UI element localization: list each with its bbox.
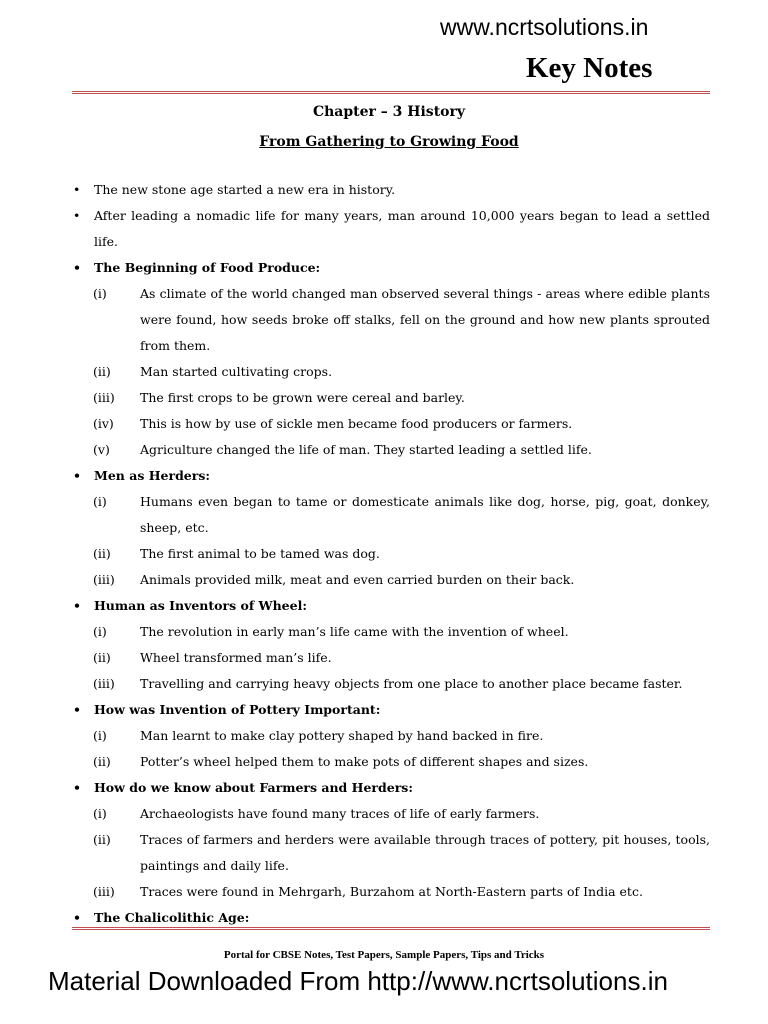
item-text: Agriculture changed the life of man. They started leading a settled life. bbox=[140, 442, 592, 457]
list-item bbox=[72, 645, 710, 671]
list-item bbox=[72, 749, 710, 775]
item-text: The revolution in early man’s life came with the invention of wheel. bbox=[140, 624, 569, 639]
key-notes-label: Key Notes bbox=[526, 52, 653, 84]
section-heading: • How was Invention of Pottery Important: bbox=[72, 697, 710, 723]
section-heading: • How do we know about Farmers and Herders: bbox=[72, 775, 710, 801]
item-text: As climate of the world changed man observed several things - areas where edible plants were found, how seeds broke off stalks, fell on the ground and how new plants sprouted from them. bbox=[140, 286, 710, 353]
item-text: Traces were found in Mehrgarh, Burzahom at North-Eastern parts of India etc. bbox=[140, 884, 643, 899]
list-item bbox=[72, 879, 710, 905]
list-item bbox=[72, 567, 710, 593]
portal-note: Portal for CBSE Notes, Test Papers, Sample Papers, Tips and Tricks bbox=[223, 949, 545, 961]
download-line: Material Downloaded From http://www.ncrtsolutions.in bbox=[48, 966, 668, 996]
item-text: Man started cultivating crops. bbox=[140, 364, 333, 379]
item-number: (ii) bbox=[93, 650, 111, 665]
item-text: Archaeologists have found many traces of life of early farmers. bbox=[140, 806, 540, 821]
intro-bullet: • The new stone age started a new era in history. bbox=[72, 177, 710, 203]
item-text: The first crops to be grown were cereal and barley. bbox=[140, 390, 465, 405]
intro-bullet: • After leading a nomadic life for many years, man around 10,000 years began to lead a settled life. bbox=[72, 203, 710, 255]
list-item bbox=[72, 619, 710, 645]
item-text: Humans even began to tame or domesticate animals like dog, horse, pig, goat, donkey, sheep, etc. bbox=[140, 494, 710, 535]
item-number: (i) bbox=[93, 286, 107, 301]
list-item bbox=[72, 723, 710, 749]
item-number: (iii) bbox=[93, 676, 115, 691]
item-text: Traces of farmers and herders were available through traces of pottery, pit houses, tools, paintings and daily life. bbox=[140, 832, 710, 873]
list-item bbox=[72, 437, 710, 463]
section-heading: • Human as Inventors of Wheel: bbox=[72, 593, 710, 619]
list-item bbox=[72, 385, 710, 411]
list-item bbox=[72, 671, 710, 697]
item-number: (iv) bbox=[93, 416, 114, 431]
item-number: (i) bbox=[93, 728, 107, 743]
item-number: (ii) bbox=[93, 546, 111, 561]
list-item bbox=[72, 801, 710, 827]
chapter-title: Chapter – 3 History bbox=[312, 104, 466, 120]
item-number: (i) bbox=[93, 624, 107, 639]
bottom-divider bbox=[72, 927, 710, 930]
item-number: (ii) bbox=[93, 754, 111, 769]
top-divider bbox=[72, 91, 710, 94]
item-text: Wheel transformed man’s life. bbox=[140, 650, 332, 665]
item-number: (v) bbox=[93, 442, 110, 457]
list-item bbox=[72, 411, 710, 437]
chapter-subtitle: From Gathering to Growing Food bbox=[259, 134, 519, 150]
site-url: www.ncrtsolutions.in bbox=[440, 14, 649, 40]
item-text: Potter’s wheel helped them to make pots of different shapes and sizes. bbox=[140, 754, 589, 769]
item-number: (iii) bbox=[93, 390, 115, 405]
section-heading: • Men as Herders: bbox=[72, 463, 710, 489]
list-item bbox=[72, 359, 710, 385]
item-number: (ii) bbox=[93, 832, 111, 847]
list-item bbox=[72, 281, 710, 359]
item-number: (ii) bbox=[93, 364, 111, 379]
item-number: (iii) bbox=[93, 884, 115, 899]
section-heading: • The Chalicolithic Age: bbox=[72, 905, 710, 931]
list-item bbox=[72, 541, 710, 567]
item-number: (iii) bbox=[93, 572, 115, 587]
notes-content bbox=[72, 177, 710, 931]
item-text: The first animal to be tamed was dog. bbox=[140, 546, 380, 561]
section-heading: • The Beginning of Food Produce: bbox=[72, 255, 710, 281]
item-text: This is how by use of sickle men became food producers or farmers. bbox=[140, 416, 573, 431]
item-text: Man learnt to make clay pottery shaped by hand backed in fire. bbox=[140, 728, 544, 743]
item-number: (i) bbox=[93, 494, 107, 509]
list-item bbox=[72, 489, 710, 541]
item-text: Travelling and carrying heavy objects from one place to another place became faster. bbox=[140, 676, 683, 691]
list-item bbox=[72, 827, 710, 879]
item-text: Animals provided milk, meat and even carried burden on their back. bbox=[140, 572, 575, 587]
item-number: (i) bbox=[93, 806, 107, 821]
